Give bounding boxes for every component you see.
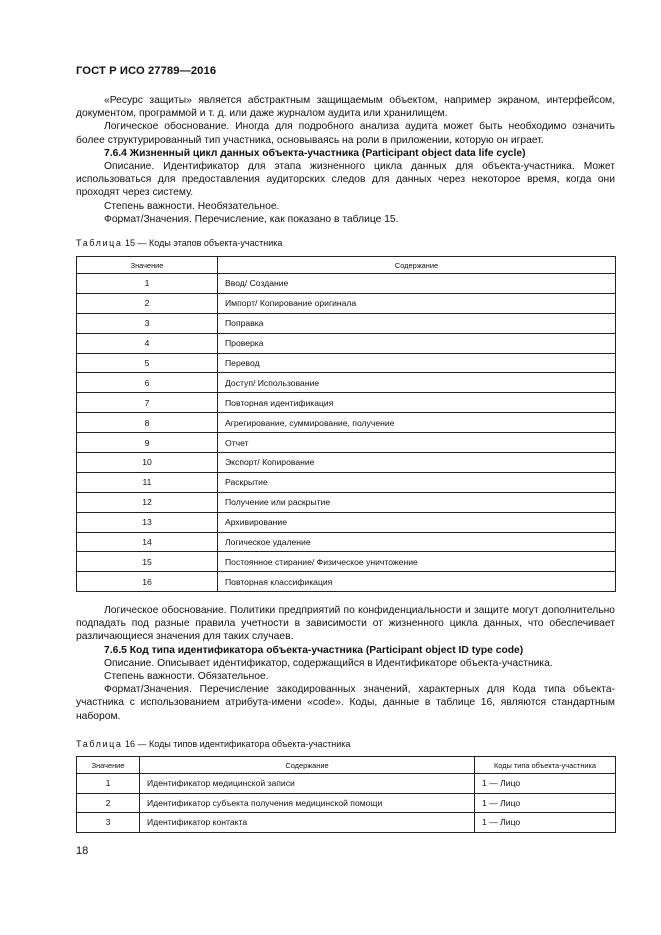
table-row (77, 433, 616, 453)
cell-content: Перевод (218, 353, 616, 373)
column-header: Содержание (218, 257, 616, 274)
table-row (77, 813, 616, 833)
cell-content: Проверка (218, 333, 616, 353)
cell-content: Поправка (218, 313, 616, 333)
cell-code: 1 — Лицо (475, 793, 616, 813)
section-7-6-5-text (76, 604, 615, 723)
cell-value: 2 (77, 793, 140, 813)
paragraph: Формат/Значения. Перечисление закодированных значений, характерных для Кода типа объекта-участника с использованием атрибута-имени «code». Коды, данные в таблице 16, являются стандартным набором. (76, 684, 615, 722)
cell-value: 5 (77, 353, 218, 373)
cell-value: 1 (77, 274, 218, 294)
cell-code: 1 — Лицо (475, 774, 616, 794)
cell-value: 2 (77, 293, 218, 313)
cell-value: 4 (77, 333, 218, 353)
table-row (77, 572, 616, 592)
paragraph: Логическое обоснование. Политики предприятий по конфиденциальности и защите могут дополнительно подпадать под разные правила учетности в зависимости от жизненного цикла данных, что обеспечивает различающиеся значения для таких случаев. (76, 605, 615, 643)
cell-content: Архивирование (218, 512, 616, 532)
section-heading-7-6-4: 7.6.4 Жизненный цикл данных объекта-участника (Participant object data life cycle) (104, 147, 526, 159)
cell-content: Идентификатор субъекта получения медицинской помощи (140, 793, 475, 813)
table16-body (77, 774, 616, 833)
cell-content: Агрегирование, суммирование, получение (218, 413, 616, 433)
table15-body (77, 274, 616, 592)
table-row (77, 353, 616, 373)
cell-content: Ввод/ Создание (218, 274, 616, 294)
table-header-row (77, 757, 616, 774)
table16-caption: Таблица 16 — Коды типов идентификатора объекта-участника (76, 739, 351, 749)
cell-value: 6 (77, 373, 218, 393)
column-header: Значение (77, 257, 218, 274)
paragraph: Описание. Идентификатор для этапа жизненного цикла данных для объекта-участника. Может использоваться для предоставления аудиторских следов для данных через некоторое время, когда они проходят через систему. (76, 161, 615, 199)
table-row (77, 492, 616, 512)
cell-value: 10 (77, 453, 218, 473)
paragraph: Степень важности. Обязательное. (104, 671, 269, 683)
cell-content: Постоянное стирание/ Физическое уничтожение (218, 552, 616, 572)
table-row (77, 293, 616, 313)
cell-content: Раскрытие (218, 472, 616, 492)
cell-value: 8 (77, 413, 218, 433)
cell-value: 13 (77, 512, 218, 532)
section-heading-7-6-5: 7.6.5 Код типа идентификатора объекта-участника (Participant object ID type code) (104, 644, 524, 656)
table-row (77, 532, 616, 552)
page-number: 18 (76, 845, 89, 857)
table-row (77, 774, 616, 794)
paragraph: Формат/Значения. Перечисление, как показано в таблице 15. (104, 213, 399, 225)
cell-value: 3 (77, 813, 140, 833)
cell-value: 14 (77, 532, 218, 552)
cell-content: Идентификатор медицинской записи (140, 774, 475, 794)
cell-value: 3 (77, 313, 218, 333)
cell-code: 1 — Лицо (475, 813, 616, 833)
cell-content: Доступ/ Использование (218, 373, 616, 393)
table-row (77, 274, 616, 294)
cell-content: Логическое удаление (218, 532, 616, 552)
table-row (77, 413, 616, 433)
table-16 (76, 756, 616, 833)
cell-content: Повторная классификация (218, 572, 616, 592)
cell-value: 7 (77, 393, 218, 413)
table-row (77, 512, 616, 532)
table-15 (76, 256, 616, 592)
paragraph: Логическое обоснование. Иногда для подробного анализа аудита может быть необходимо означить более структурированный тип участника, основываясь на роли в приложении, которую он играет. (76, 121, 615, 146)
cell-value: 16 (77, 572, 218, 592)
cell-content: Идентификатор контакта (140, 813, 475, 833)
paragraph: Описание. Описывает идентификатор, содержащийся в Идентификаторе объекта-участника. (104, 657, 553, 669)
paragraph: «Ресурс защиты» является абстрактным защищаемым объектом, например экраном, интерфейсом, документом, программой и т. д. или даже журналом аудита или хранилищем. (76, 95, 615, 120)
table-row (77, 472, 616, 492)
column-header: Коды типа объекта-участника (475, 757, 616, 774)
cell-value: 9 (77, 433, 218, 453)
column-header: Содержание (140, 757, 475, 774)
cell-value: 11 (77, 472, 218, 492)
paragraph: Степень важности. Необязательное. (104, 200, 280, 212)
table-row (77, 333, 616, 353)
cell-content: Экспорт/ Копирование (218, 453, 616, 473)
table-row (77, 393, 616, 413)
table-row (77, 793, 616, 813)
cell-content: Импорт/ Копирование оригинала (218, 293, 616, 313)
cell-value: 12 (77, 492, 218, 512)
intro-text (76, 94, 615, 226)
document-header: ГОСТ Р ИСО 27789—2016 (76, 65, 217, 77)
table15-caption: Таблица 15 — Коды этапов объекта-участника (76, 238, 283, 248)
cell-value: 15 (77, 552, 218, 572)
cell-content: Получение или раскрытие (218, 492, 616, 512)
table-row (77, 373, 616, 393)
cell-content: Повторная идентификация (218, 393, 616, 413)
table-row (77, 453, 616, 473)
column-header: Значение (77, 757, 140, 774)
cell-content: Отчет (218, 433, 616, 453)
table-header-row (77, 257, 616, 274)
table-row (77, 552, 616, 572)
table-row (77, 313, 616, 333)
cell-value: 1 (77, 774, 140, 794)
